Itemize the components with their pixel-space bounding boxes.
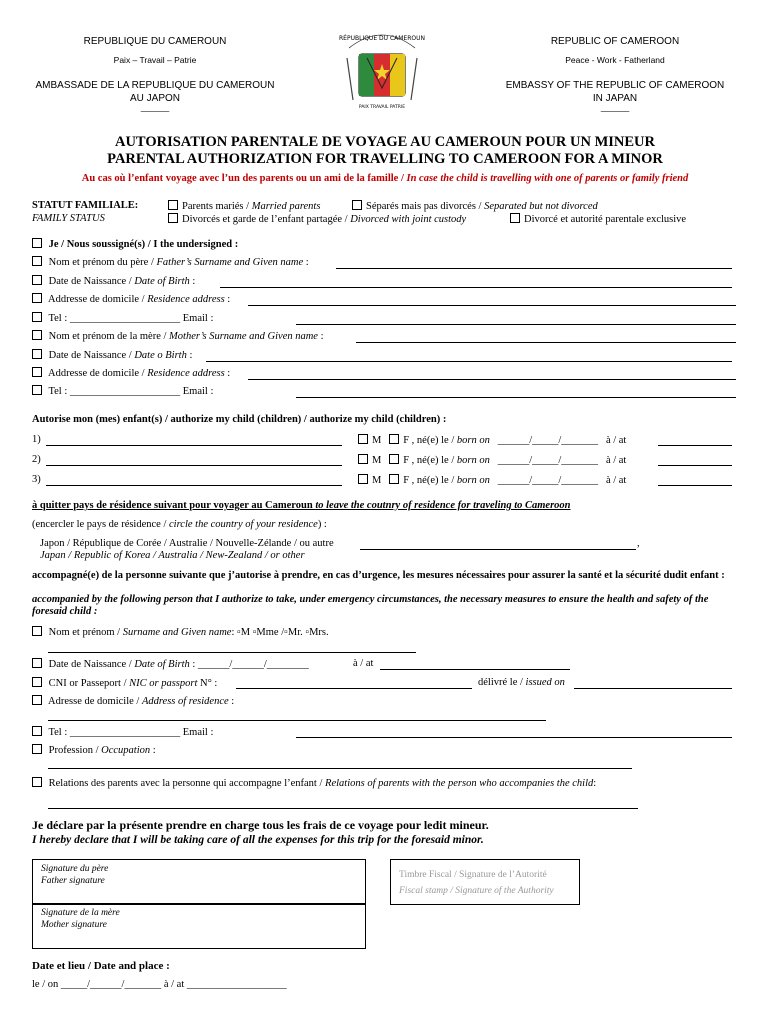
status-exclusive-option[interactable]: [510, 213, 686, 225]
field-label-en: Date o Birth: [134, 350, 187, 361]
companion-profession-field[interactable]: [48, 768, 632, 769]
tel-field[interactable]: _____________________: [69, 313, 181, 324]
date-field[interactable]: ______/_____/_______: [497, 435, 599, 446]
companion-at-label: à / at: [353, 658, 374, 669]
mother-address-field[interactable]: [248, 379, 736, 380]
right-motto: Peace - Work - Fatherland: [565, 55, 665, 65]
field-label-en: Father’s Surname and Given name: [156, 257, 304, 268]
father-email-field[interactable]: [296, 324, 736, 325]
colon: :: [186, 350, 193, 361]
left-embassy-line1: AMBASSADE DE LA REPUBLIQUE DU CAMEROUN: [35, 80, 275, 91]
companion-issued-field[interactable]: [574, 688, 732, 689]
dob-field[interactable]: : ______/______/________: [189, 659, 309, 670]
child-3-place-field[interactable]: [658, 485, 732, 486]
companion-email-field[interactable]: [296, 737, 732, 738]
mother-name-field[interactable]: [356, 342, 736, 343]
companion-address-field[interactable]: [48, 720, 546, 721]
born-on-label: born on: [456, 455, 490, 466]
checkbox[interactable]: [32, 777, 42, 787]
mother-dob-field[interactable]: [206, 361, 732, 362]
destination-heading-fr: à quitter pays de résidence suivant pour voyager au Cameroun: [32, 500, 316, 511]
checkbox[interactable]: [32, 726, 42, 736]
checkbox[interactable]: [32, 275, 42, 285]
checkbox[interactable]: [32, 677, 42, 687]
child-1-name-field[interactable]: [46, 445, 342, 446]
left-separator: ______: [140, 102, 170, 112]
child-3-name-field[interactable]: [46, 485, 342, 486]
field-label: CNI or Passeport /: [48, 678, 130, 689]
checkbox[interactable]: [352, 200, 362, 210]
right-embassy-line1: EMBASSY OF THE REPUBLIC OF CAMEROON: [505, 80, 725, 91]
mother-signature-box[interactable]: [32, 903, 366, 949]
child-2-place-field[interactable]: [658, 465, 732, 466]
colon: :: [224, 368, 231, 379]
issued-fr: délivré le /: [478, 677, 526, 688]
date-field[interactable]: ______/_____/_______: [497, 455, 599, 466]
father-dob-row[interactable]: [32, 275, 195, 287]
mother-address-row[interactable]: [32, 367, 230, 379]
checkbox[interactable]: [32, 385, 42, 395]
opt-label: Divorcés et garde de l’enfant partagée /: [182, 214, 351, 225]
issued-en: issued on: [525, 677, 565, 688]
born-on-label: born on: [456, 475, 490, 486]
field-label: Adresse de domicile /: [48, 696, 142, 707]
companion-name-field[interactable]: [48, 652, 416, 653]
field-label-en: Date of Birth: [134, 659, 190, 670]
checkbox[interactable]: [32, 256, 42, 266]
child-1-number: 1): [32, 434, 41, 445]
female-checkbox[interactable]: [389, 434, 399, 444]
colon: :: [224, 294, 231, 305]
left-country: REPUBLIQUE DU CAMEROUN: [83, 36, 227, 47]
title-fr: AUTORISATION PARENTALE DE VOYAGE AU CAMEROUN POUR UN MINEUR: [114, 134, 656, 150]
field-label-en: Date of Birth: [134, 276, 190, 287]
companion-id-field[interactable]: [236, 688, 472, 689]
encircle-instruction: [32, 519, 327, 530]
opt-label-en: Married parents: [251, 201, 321, 212]
companion-heading-en: accompanied by the following person that I authorize to take, under emergency circumstances, the necessary measures to ensure the health and safety of the foresaid child :: [32, 594, 709, 617]
field-label: Profession /: [48, 745, 102, 756]
encircle-fr: (encercler le pays de résidence /: [32, 519, 170, 530]
opt-label: Séparés mais pas divorcés /: [366, 201, 485, 212]
tel-label: Tel :: [48, 386, 70, 397]
father-signature-label: Signature du père: [41, 864, 109, 874]
fiscal-stamp-box[interactable]: [390, 859, 580, 905]
title-options[interactable]: : ▫M ▫Mme /▫Mr. ▫Mrs.: [231, 627, 329, 638]
status-separated-option[interactable]: [352, 200, 598, 212]
checkbox[interactable]: [32, 330, 42, 340]
right-country: REPUBLIC OF CAMEROON: [550, 36, 680, 47]
companion-id-row[interactable]: [32, 677, 217, 689]
father-tel-row[interactable]: [32, 312, 213, 324]
subtitle-en: In case the child is travelling with one of parents or family friend: [406, 173, 689, 184]
companion-dob-row[interactable]: [32, 658, 309, 670]
companion-place-field[interactable]: [380, 669, 570, 670]
checkbox[interactable]: [32, 658, 42, 668]
subtitle: [0, 173, 770, 184]
opt-label-en: Separated but not divorced: [484, 201, 598, 212]
mother-email-field[interactable]: [296, 397, 736, 398]
field-label: Nom et prénom de la mère /: [48, 331, 170, 342]
at-label: à / at: [605, 455, 627, 466]
id-no-label: N° :: [197, 678, 218, 689]
family-status-label: STATUT FAMILIALE:: [32, 200, 139, 211]
companion-profession-row[interactable]: [32, 744, 156, 756]
declaration-fr: Je déclare par la présente prendre en charge tous les frais de ce voyage pour ledit mineur.: [32, 818, 489, 832]
email-label: Email :: [182, 727, 214, 738]
destination-heading: [32, 500, 571, 511]
left-motto: Paix – Travail – Patrie: [113, 55, 197, 65]
field-label-en: Relations of parents with the person who accompanies the child: [325, 778, 594, 789]
checkbox[interactable]: [32, 367, 42, 377]
father-dob-field[interactable]: [220, 287, 732, 288]
status-joint-custody-option[interactable]: [168, 213, 466, 225]
destination-heading-en: to leave the coutnry of residence for traveling to Cameroon: [315, 500, 571, 511]
f-label: F , né(e) le /: [403, 475, 457, 486]
stamp-label: Timbre Fiscal / Signature de l’Autorité: [399, 870, 547, 880]
child-1-place-field[interactable]: [658, 445, 732, 446]
mother-name-row[interactable]: [32, 330, 324, 342]
undersigned-heading[interactable]: [32, 238, 238, 250]
field-label: Addresse de domicile /: [48, 294, 148, 305]
child-2-details[interactable]: [358, 454, 626, 466]
encircle-en: circle the country of your residence: [169, 519, 318, 530]
at-label: à / at: [605, 475, 627, 486]
field-label-en: Occupation: [101, 745, 151, 756]
mother-tel-row[interactable]: [32, 385, 213, 397]
country-options[interactable]: Japon / République de Corée / Australie / Nouvelle-Zélande / ou autre: [40, 538, 334, 549]
mother-signature-label: Signature de la mère: [41, 908, 120, 918]
coat-of-arms-emblem: [337, 18, 427, 118]
checkbox[interactable]: [32, 312, 42, 322]
field-label-en: Residence address: [147, 368, 225, 379]
f-label: F , né(e) le /: [403, 435, 457, 446]
father-name-field[interactable]: [336, 268, 732, 269]
child-3-details[interactable]: [358, 474, 626, 486]
father-signature-box[interactable]: [32, 859, 366, 905]
mother-signature-label-en: Mother signature: [41, 920, 107, 930]
companion-tel-row[interactable]: [32, 726, 213, 738]
issued-label: [478, 677, 565, 688]
checkbox[interactable]: [32, 695, 42, 705]
female-checkbox[interactable]: [389, 454, 399, 464]
seal-top-text: RÉPUBLIQUE DU CAMEROUN: [339, 35, 425, 42]
at-label: à / at: [605, 435, 627, 446]
colon: :: [189, 276, 196, 287]
field-label: Date de Naissance /: [48, 659, 135, 670]
tel-label: Tel :: [48, 727, 70, 738]
checkbox[interactable]: [168, 200, 178, 210]
f-label: F , né(e) le /: [403, 455, 457, 466]
field-label: Date de Naissance /: [48, 276, 135, 287]
m-label: M: [372, 435, 382, 446]
checkbox[interactable]: [32, 293, 42, 303]
father-address-field[interactable]: [248, 305, 736, 306]
child-1-details[interactable]: [358, 434, 626, 446]
checkbox[interactable]: [168, 213, 178, 223]
child-3-number: 3): [32, 474, 41, 485]
field-label: Nom et prénom /: [48, 627, 123, 638]
email-label: Email :: [182, 313, 214, 324]
field-label: Relations des parents avec la personne qui accompagne l’enfant /: [48, 778, 326, 789]
child-2-name-field[interactable]: [46, 465, 342, 466]
right-embassy-line2: IN JAPAN: [592, 93, 638, 104]
opt-label: Divorcé et autorité parentale exclusive: [524, 214, 687, 225]
mother-dob-row[interactable]: [32, 349, 192, 361]
companion-relation-row[interactable]: [32, 777, 596, 789]
status-married-option[interactable]: [168, 200, 320, 212]
field-label-en: Residence address: [147, 294, 225, 305]
companion-relation-field[interactable]: [48, 808, 638, 809]
title-en: PARENTAL AUTHORIZATION FOR TRAVELLING TO CAMEROON FOR A MINOR: [107, 151, 663, 167]
companion-heading-fr: accompagné(e) de la personne suivante que j’autorise à prendre, en cas d’urgence, les mesures nécessaires pour assurer la santé et la sécurité dudit enfant :: [32, 570, 725, 581]
left-embassy-line2: AU JAPON: [129, 93, 180, 104]
checkbox[interactable]: [32, 349, 42, 359]
date-place-heading: Date et lieu / Date and place :: [32, 960, 170, 972]
tel-field[interactable]: _____________________: [69, 386, 181, 397]
country-options-en: Japan / Republic of Korea / Australia / New-Zealand / or other: [40, 550, 305, 561]
comma: ,: [637, 538, 640, 549]
seal-bottom-text: PAIX TRAVAIL PATRIE: [358, 105, 406, 110]
children-heading: Autorise mon (mes) enfant(s) / authorize my child (children) / authorize my child (children) :: [32, 414, 447, 425]
child-2-number: 2): [32, 454, 41, 465]
female-checkbox[interactable]: [389, 474, 399, 484]
field-label-en: Surname and Given name: [122, 627, 232, 638]
checkbox[interactable]: [32, 626, 42, 636]
undersigned-heading-text: Je / Nous soussigné(s) / I the undersigned :: [48, 239, 239, 250]
tel-field[interactable]: _____________________: [69, 727, 181, 738]
father-address-row[interactable]: [32, 293, 230, 305]
declaration-en: I hereby declare that I will be taking care of all the expenses for this trip for the foresaid minor.: [32, 834, 484, 846]
field-label-en: NIC or passport: [129, 678, 198, 689]
tel-label: Tel :: [48, 313, 70, 324]
date-field[interactable]: ______/_____/_______: [497, 475, 599, 486]
colon: :: [593, 778, 597, 789]
colon: :: [303, 257, 309, 268]
male-checkbox[interactable]: [358, 454, 368, 464]
field-label: Date de Naissance /: [48, 350, 135, 361]
opt-label: Parents mariés /: [182, 201, 252, 212]
colon: :: [317, 331, 324, 342]
field-label: Addresse de domicile /: [48, 368, 148, 379]
male-checkbox[interactable]: [358, 434, 368, 444]
m-label: M: [372, 475, 382, 486]
companion-address-row[interactable]: [32, 695, 234, 707]
checkbox[interactable]: [32, 744, 42, 754]
field-label-en: Address of residence: [141, 696, 229, 707]
male-checkbox[interactable]: [358, 474, 368, 484]
family-status-label-en: FAMILY STATUS: [32, 213, 105, 224]
m-label: M: [372, 455, 382, 466]
field-label: Nom et prénom du père /: [48, 257, 157, 268]
companion-name-row[interactable]: [32, 626, 329, 638]
checkbox[interactable]: [32, 238, 42, 248]
opt-label-en: Divorced with joint custody: [350, 214, 467, 225]
born-on-label: born on: [456, 435, 490, 446]
father-signature-label-en: Father signature: [41, 876, 105, 886]
date-place-field[interactable]: le / on _____/______/_______ à / at ___________________: [32, 979, 287, 990]
email-label: Email :: [182, 386, 214, 397]
subtitle-fr: Au cas où l’enfant voyage avec l’un des parents ou un ami de la famille /: [81, 173, 407, 184]
other-country-field[interactable]: [360, 549, 636, 550]
stamp-label-en: Fiscal stamp / Signature of the Authority: [399, 886, 554, 896]
father-name-row[interactable]: [32, 256, 309, 268]
encircle-end: ) :: [317, 519, 327, 530]
checkbox[interactable]: [510, 213, 520, 223]
right-separator: ______: [600, 102, 630, 112]
colon: :: [228, 696, 235, 707]
colon: :: [150, 745, 156, 756]
field-label-en: Mother’s Surname and Given name: [169, 331, 318, 342]
